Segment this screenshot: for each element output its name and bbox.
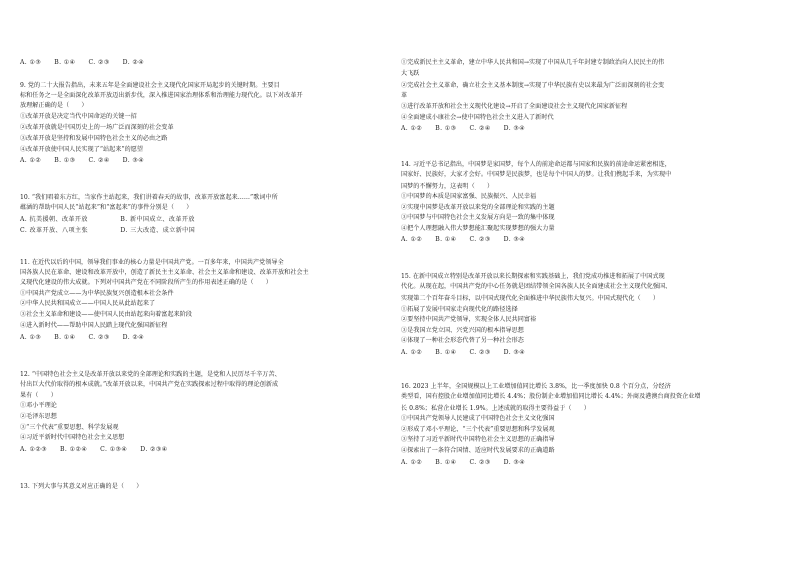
text-line: ①改革开放是决定当代中国命运的关键一招 — [20, 113, 137, 120]
text-line: ④全面建成小康社会→使中国特色社会主义进入了新时代 — [401, 114, 554, 121]
text-line: ②改革开放就是中国历史上的一场广泛而深刻的社会变革 — [20, 124, 174, 131]
text-line: ③改革开放是坚持和发展中国特色社会主义的必由之路 — [20, 135, 168, 142]
text-line: ①邓小平理论 — [20, 402, 57, 409]
answer-options: C. 改革开放、八项主张 D. 三大改造、成立新中国 — [20, 227, 196, 234]
text-line: ④探索出了一条符合国情、适应时代发展要求的正确道路 — [401, 447, 555, 454]
text-line: ③“三个代表”重要思想、科学发展观 — [20, 424, 119, 431]
text-line: ②毛泽东思想 — [20, 413, 57, 420]
answer-options: A. ①③ B. ①④ C. ②③ D. ②④ — [20, 334, 145, 341]
answer-options: A. ①② B. ①③ C. ②④ D. ③④ — [20, 157, 145, 164]
text-line: ④改革开放使中国人民实现了“站起来”的愿望 — [20, 146, 144, 153]
text-line: 果有（ ） — [20, 392, 57, 399]
text-line: ①拓展了发展中国家走向现代化的路径选择 — [401, 306, 518, 313]
text-line: 长 0.8%；私营企业增长 1.9%。上述成就的取得主要得益于（ ） — [401, 405, 590, 412]
text-line: 大飞跃 — [401, 70, 420, 77]
text-line: 15. 在新中国成立特别是改革开放以来长期探索和实践基础上，我们党成功推进和拓展了中国式现 — [401, 273, 665, 280]
text-line: 国各族人民在革命、建设和改革开放中，创造了新民主主义革命、社会主义革命和建设、改革开放和社会主 — [20, 269, 309, 276]
text-line: 国梦的不懈努力，这表明（ ） — [401, 183, 494, 190]
answer-options: A. ①②③ B. ①②④ C. ①③④ D. ②③④ — [20, 446, 168, 453]
text-line: ③坚持了习近平新时代中国特色社会主义思想的正确指导 — [401, 436, 555, 443]
text-line: ④进入新时代——帮助中国人民踏上现代化强国新征程 — [20, 322, 168, 329]
text-line: ②完成社会主义革命，确立社会主义基本制度→实现了中华民族有史以来最为广泛而深刻的社会变 — [401, 82, 665, 89]
text-line: ②要坚持中国共产党领导，实现全体人民共同富裕 — [401, 316, 537, 323]
text-line: 国家好、民族好，大家才会好。中国梦是民族梦，也是每个中国人的梦。让我们携起手来，为实现中 — [401, 171, 672, 178]
text-line: ④把个人理想融入伟大梦想能汇聚起实现梦想的强大力量 — [401, 225, 555, 232]
text-line: ①中国共产党成立——为中华民族复兴创造根本社会条件 — [20, 290, 174, 297]
text-line: 放理解正确的是（ ） — [20, 102, 88, 109]
text-line: ①中国梦的本质是国家富强、民族振兴、人民幸福 — [401, 193, 537, 200]
text-line: ②实现中国梦是改革开放以来党的全部理论和实践的主题 — [401, 204, 555, 211]
text-line: 16. 2023 上半年，全国规模以上工业增加值同比增长 3.8%，比一季度加快 0.8 个百分点，分经济 — [401, 383, 671, 390]
text-line: ③进行改革开放和社会主义现代化建设→开启了全面建设社会主义现代化国家新征程 — [401, 103, 628, 110]
answer-options: A. ①③ B. ①④ C. ②③ D. ②④ — [20, 59, 145, 66]
answer-options: A. 抗美援朝、改革开放 B. 新中国成立、改革开放 — [20, 216, 195, 223]
answer-options: A. ①② B. ①④ C. ②③ D. ③④ — [401, 236, 526, 243]
text-line: ③是我国立党立国、兴党兴国的根本指导思想 — [401, 327, 524, 334]
text-line: ③中国梦与中国特色社会主义发展方向是一致的集中体现 — [401, 214, 555, 221]
text-line: 义现代化建设的伟大成就。下列对中国共产党在不同阶段所产生的作用表述正确的是（ ） — [20, 279, 272, 286]
text-line: 10. “我们唱着东方红，当家作主站起来，我们讲着春天的故事，改革开放富起来……”歌词中所 — [20, 194, 278, 201]
text-line: ④体现了一种社会形态代替了另一种社会形态 — [401, 337, 524, 344]
text-line: 标和任务之一是全面深化改革开放迈出新步伐，深入推进国家治理体系和治理能力现代化。以下对改革开 — [20, 92, 303, 99]
text-line: 蕴涵的帮助中国人民“站起来”和“富起来”的事件分别是（ ） — [20, 204, 193, 211]
text-line: ④习近平新时代中国特色社会主义思想 — [20, 434, 125, 441]
text-line: 11. 在近代以后的中国，领导我们事业的核心力量是中国共产党。一百多年来，中国共产党领导全 — [20, 259, 284, 266]
text-line: ①中国共产党领导人民建成了中国特色社会主义文化强国 — [401, 415, 555, 422]
text-line: 9. 党的二十大报告指出，未来五年是全面建设社会主义现代化国家开局起步的关键时期。主要目 — [20, 82, 280, 89]
text-line: ①完成新民主主义革命，建立中华人民共和国→实现了中国从几千年封建专制政治向人民民主的伟 — [401, 59, 665, 66]
text-line: 革 — [401, 92, 408, 99]
text-line: 12. “中国特色社会主义是改革开放以来党的全部理论和实践的主题，是党和人民历尽千辛万苦、 — [20, 371, 281, 378]
text-line: 类型看，国有控股企业增加值同比增长 4.4%；股份制企业增加值同比增长 4.4%；外商及港澳台商投资企业增 — [401, 393, 701, 400]
text-line: 实现第二个百年奋斗目标，以中国式现代化全面推进中华民族伟大复兴。中国式现代化（ ） — [401, 295, 660, 302]
answer-options: A. ①② B. ①④ C. ②③ D. ③④ — [401, 459, 526, 466]
text-line: 13. 下列大事与其意义对应正确的是（ ） — [20, 483, 143, 490]
answer-options: A. ①② B. ①④ C. ②③ D. ③④ — [401, 349, 526, 356]
text-line: 付出巨大代价取得的根本成就。”改革开放以来，中国共产党在实践探索过程中取得的理论创新成 — [20, 381, 279, 388]
answer-options: A. ①② B. ①③ C. ②④ D. ③④ — [401, 125, 526, 132]
text-line: ③社会主义革命和建设——使中国人民由站起来向着富起来阶段 — [20, 311, 193, 318]
text-line: 代化。从现在起，中国共产党的中心任务就是团结带领全国各族人民全面建成社会主义现代化强国、 — [401, 283, 672, 290]
text-line: 14. 习近平总书记指出，中国梦是家国梦，每个人的前途命运都与国家和民族的前途命运紧密相连， — [401, 161, 671, 168]
text-line: ②中华人民共和国成立——中国人民从此站起来了 — [20, 300, 156, 307]
text-line: ②形成了邓小平理论、“三个代表”重要思想和科学发展观 — [401, 426, 555, 433]
